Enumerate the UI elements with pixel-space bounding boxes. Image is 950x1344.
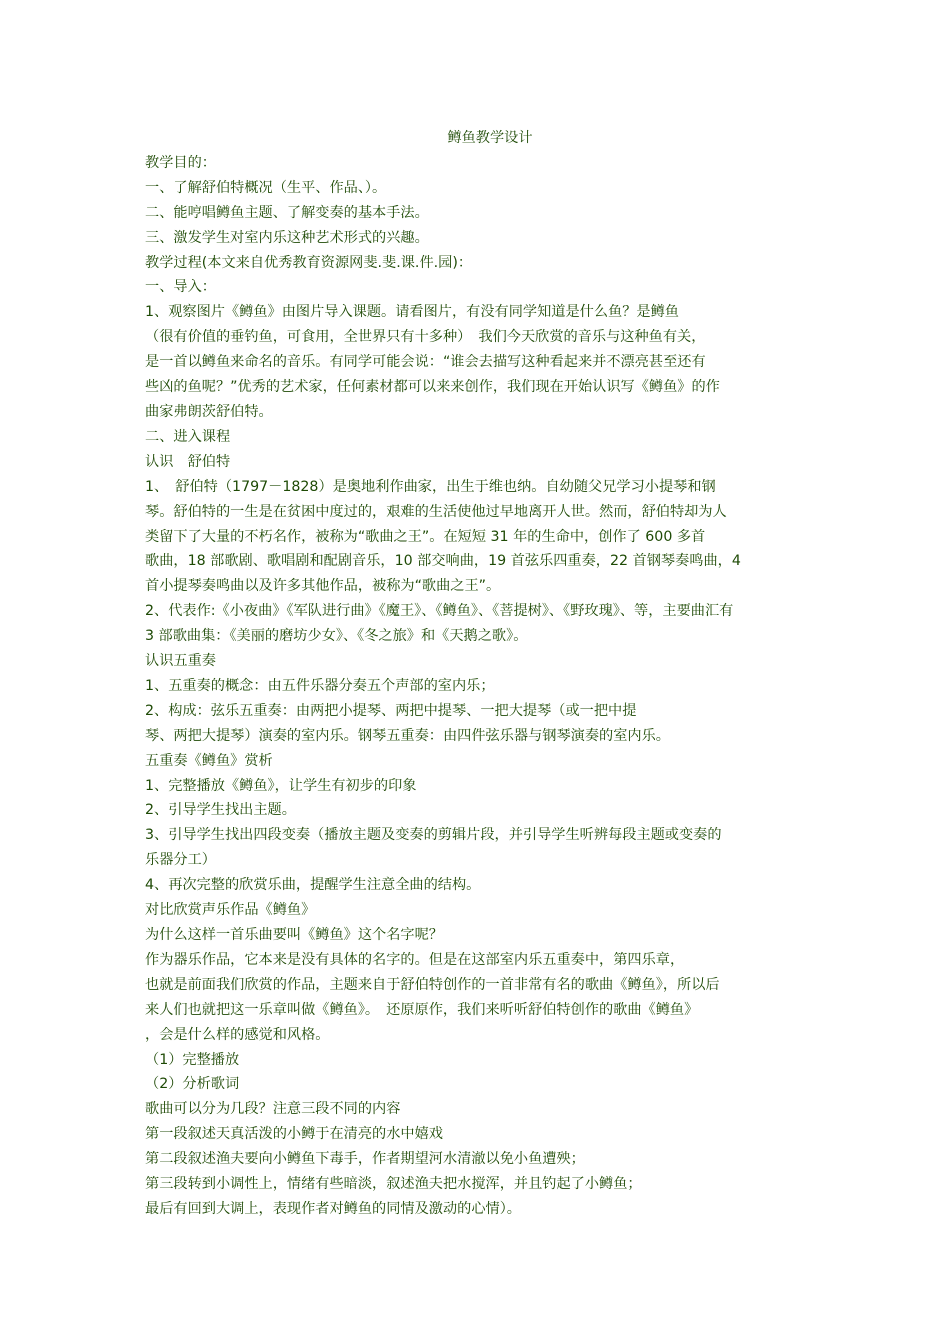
text-line: 也就是前面我们欣赏的作品，主题来自于舒伯特创作的一首非常有名的歌曲《鳟鱼》，所以后 xyxy=(145,976,720,993)
text-line: 二、进入课程 xyxy=(145,428,231,445)
text-line: 为什么这样一首乐曲要叫《鳟鱼》这个名字呢？ xyxy=(145,927,443,943)
text-line: 来人们也就把这一乐章叫做《鳟鱼》。 还原原作，我们来听听舒伯特创作的歌曲《鳟鱼》 xyxy=(145,1001,699,1018)
document-body xyxy=(145,151,815,1222)
document-page xyxy=(145,126,815,1222)
text-line: 五重奏《鳟鱼》赏析 xyxy=(145,752,273,769)
text-line: 对比欣赏声乐作品《鳟鱼》 xyxy=(145,902,316,919)
text-line: （很有价值的垂钓鱼，可食用，全世界只有十多种） 我们今天欣赏的音乐与这种鱼有关， xyxy=(145,329,706,346)
text-line: 第三段转到小调性上，情绪有些暗淡，叙述渔夫把水搅浑，并且钓起了小鳟鱼； xyxy=(145,1176,642,1193)
text-line: 认识 舒伯特 xyxy=(145,453,231,470)
text-line: （1）完整播放 xyxy=(145,1051,240,1068)
text-line: 3 部歌曲集：《美丽的磨坊少女》、《冬之旅》和《天鹅之歌》。 xyxy=(145,628,528,645)
text-line: 二、能哼唱鳟鱼主题、了解变奏的基本手法。 xyxy=(145,204,429,221)
text-line: 2、构成：弦乐五重奏：由两把小提琴、两把中提琴、一把大提琴（或一把中提 xyxy=(145,702,637,719)
text-line: 1、观察图片《鳟鱼》由图片导入课题。请看图片，有没有同学知道是什么鱼？是鳟鱼 xyxy=(145,304,679,321)
text-line: 琴、两把大提琴）演奏的室内乐。钢琴五重奏：由四件弦乐器与钢琴演奏的室内乐。 xyxy=(145,727,670,744)
text-line: 1、完整播放《鳟鱼》，让学生有初步的印象 xyxy=(145,777,417,794)
text-line: 一、了解舒伯特概况（生平、作品、）。 xyxy=(145,179,387,196)
text-line: ，会是什么样的感觉和风格。 xyxy=(145,1026,330,1043)
text-line: 琴。舒伯特的一生是在贫困中度过的，艰难的生活使他过早地离开人世。然而，舒伯特却为人 xyxy=(145,503,727,520)
text-line: 1、五重奏的概念：由五件乐器分奏五个声部的室内乐； xyxy=(145,677,495,694)
text-line: 歌曲，18 部歌剧、歌唱剧和配剧音乐，10 部交响曲，19 首弦乐四重奏，22 首钢琴奏鸣曲，4 xyxy=(145,553,741,570)
text-line: 4、再次完整的欣赏乐曲，提醒学生注意全曲的结构。 xyxy=(145,877,481,894)
text-line: 第二段叙述渔夫要向小鳟鱼下毒手，作者期望河水清澈以免小鱼遭殃； xyxy=(145,1151,585,1168)
text-line: 1、 舒伯特（1797－1828）是奥地利作曲家，出生于维也纳。自幼随父兄学习小提琴和钢 xyxy=(145,478,716,495)
text-line: 首小提琴奏鸣曲以及许多其他作品，被称为“歌曲之王”。 xyxy=(145,578,501,595)
text-line: 教学过程(本文来自优秀教育资源网斐.斐.课.件.园)： xyxy=(145,254,473,271)
text-line: 3、引导学生找出四段变奏（播放主题及变奏的剪辑片段，并引导学生听辨每段主题或变奏的 xyxy=(145,827,722,844)
text-line: 三、激发学生对室内乐这种艺术形式的兴趣。 xyxy=(145,229,429,246)
text-line: 2、引导学生找出主题。 xyxy=(145,802,296,819)
text-line: 2、代表作:《小夜曲》《军队进行曲》《魔王》、《鳟鱼》、《菩提树》、《野玫瑰》、等，主要曲汇有 xyxy=(145,603,734,620)
document-title: 鳟鱼教学设计 xyxy=(447,130,533,146)
text-line: 第一段叙述天真活泼的小鳟于在清亮的水中嬉戏 xyxy=(145,1126,443,1143)
text-line: 些凶的鱼呢？”优秀的艺术家，任何素材都可以来来创作，我们现在开始认识写《鳟鱼》的作 xyxy=(145,379,720,396)
text-line: 最后有回到大调上，表现作者对鳟鱼的同情及激动的心情）。 xyxy=(145,1200,521,1217)
text-line: 曲家弗朗茨舒伯特。 xyxy=(145,403,273,420)
text-line: （2）分析歌词 xyxy=(145,1076,240,1093)
text-line: 一、导入： xyxy=(145,279,216,296)
text-line: 认识五重奏 xyxy=(145,653,216,670)
text-line: 类留下了大量的不朽名作，被称为“歌曲之王”。在短短 31 年的生命中，创作了 600 多首 xyxy=(145,528,706,545)
text-line: 是一首以鳟鱼来命名的音乐。有同学可能会说：“谁会去描写这种看起来并不漂亮甚至还有 xyxy=(145,354,706,371)
text-line: 乐器分工） xyxy=(145,852,216,869)
text-line: 作为器乐作品，它本来是没有具体的名字的。但是在这部室内乐五重奏中，第四乐章， xyxy=(145,951,685,968)
text-line: 教学目的： xyxy=(145,154,216,171)
text-line: 歌曲可以分为几段？注意三段不同的内容 xyxy=(145,1101,401,1118)
